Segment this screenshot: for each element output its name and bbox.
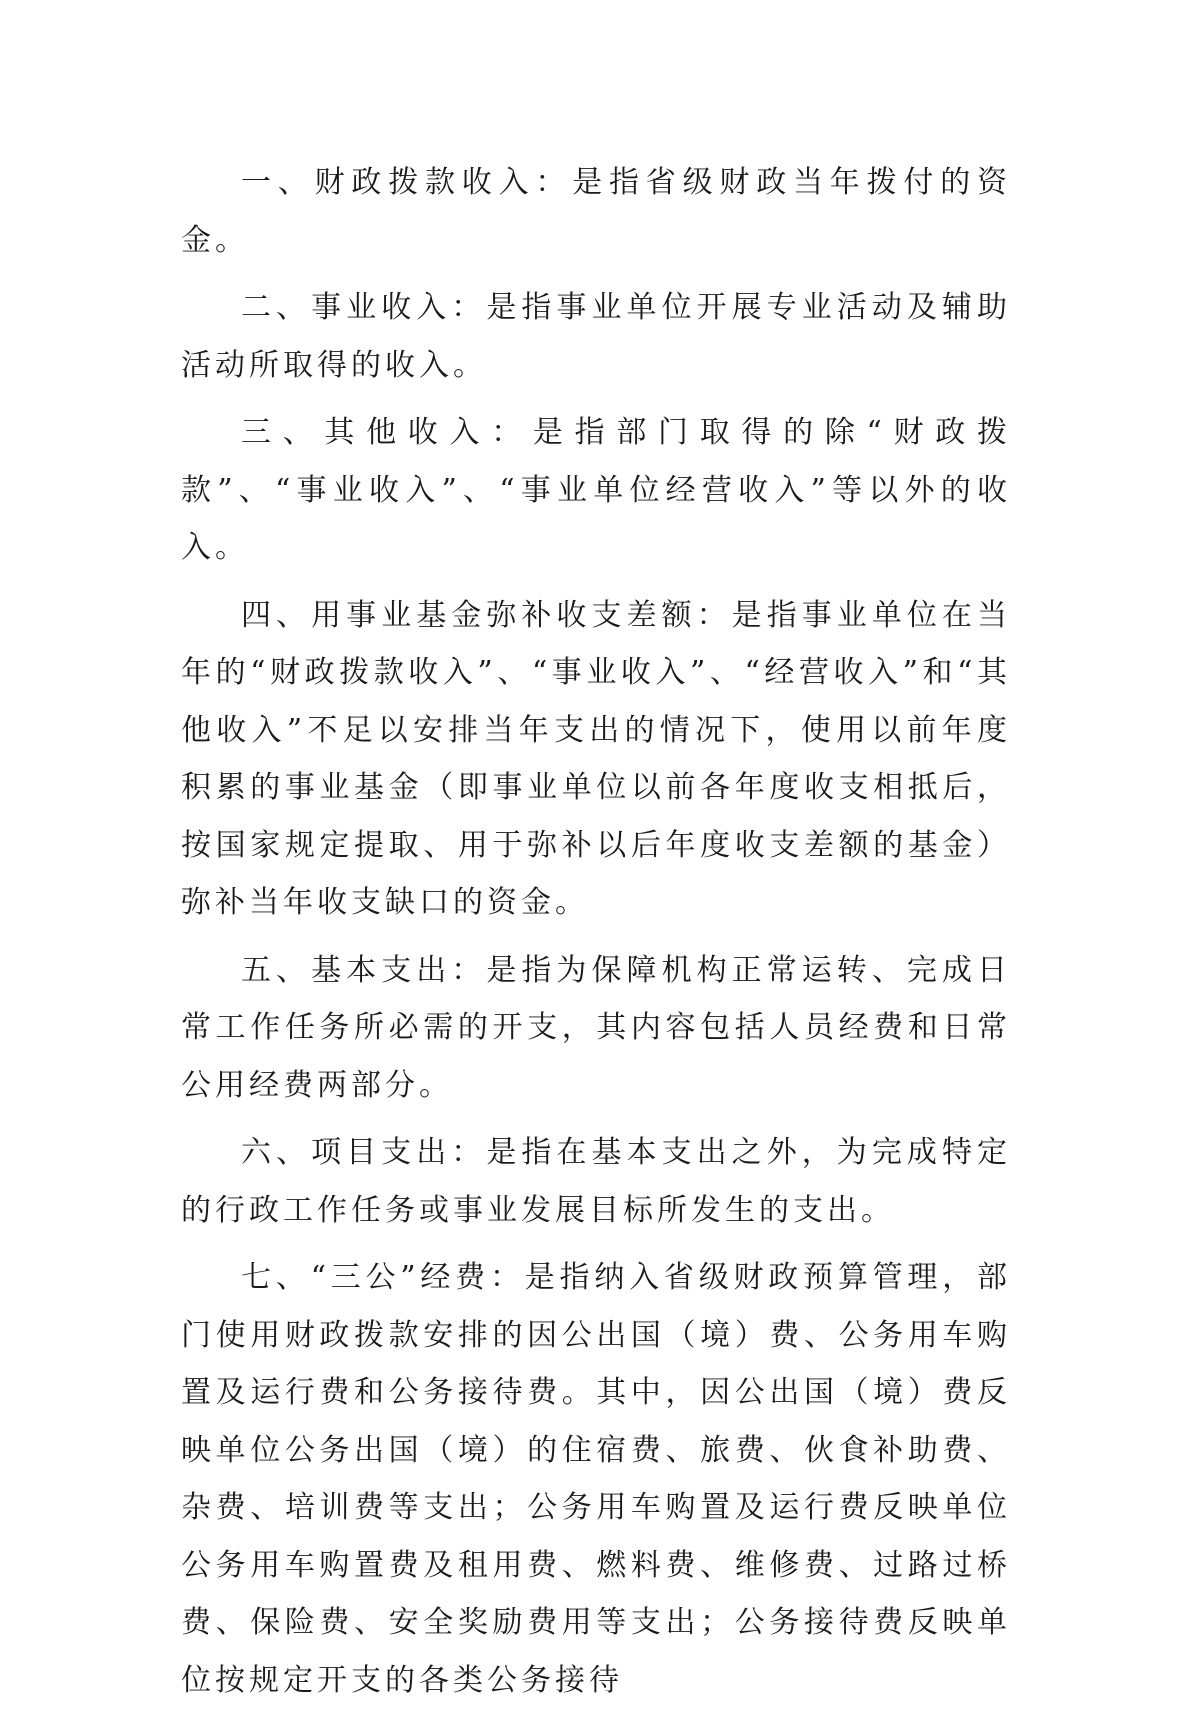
paragraph-other-income: 三、其他收入：是指部门取得的除“财政拨款”、“事业收入”、“事业单位经营收入”等以外的收入。: [181, 415, 1011, 565]
paragraph-basic-expenditure: 五、基本支出：是指为保障机构正常运转、完成日常工作任务所必需的开支，其内容包括人员经费和日常公用经费两部分。: [181, 952, 1011, 1103]
paragraph-fiscal-appropriation-income: 一、财政拨款收入：是指省级财政当年拨付的资金。: [181, 165, 1011, 258]
paragraph-business-fund-offset: 四、用事业基金弥补收支差额：是指事业单位在当年的“财政拨款收入”、“事业收入”、“经营收入”和“其他收入”不足以安排当年支出的情况下，使用以前年度积累的事业基金（即事业单位以前各年度收支相抵后，按国家规定提取、用于弥补以后年度收支差额的基金）弥补当年收支缺口的资金。: [181, 597, 1011, 920]
paragraph-three-public-expenses: 七、“三公”经费：是指纳入省级财政预算管理，部门使用财政拨款安排的因公出国（境）费、公务用车购置及运行费和公务接待费。其中，因公出国（境）费反映单位公务出国（境）的住宿费、旅费、伙食补助费、杂费、培训费等支出；公务用车购置及运行费反映单位公务用车购置费及租用费、燃料费、维修费、过路过桥费、保险费、安全奖励费用等支出；公务接待费反映单位按规定开支的各类公务接待: [181, 1260, 1011, 1698]
paragraph-business-income: 二、事业收入：是指事业单位开展专业活动及辅助活动所取得的收入。: [181, 290, 1011, 383]
paragraph-project-expenditure: 六、项目支出：是指在基本支出之外，为完成特定的行政工作任务或事业发展目标所发生的支出。: [181, 1135, 1011, 1228]
document-body: [181, 154, 1011, 1719]
